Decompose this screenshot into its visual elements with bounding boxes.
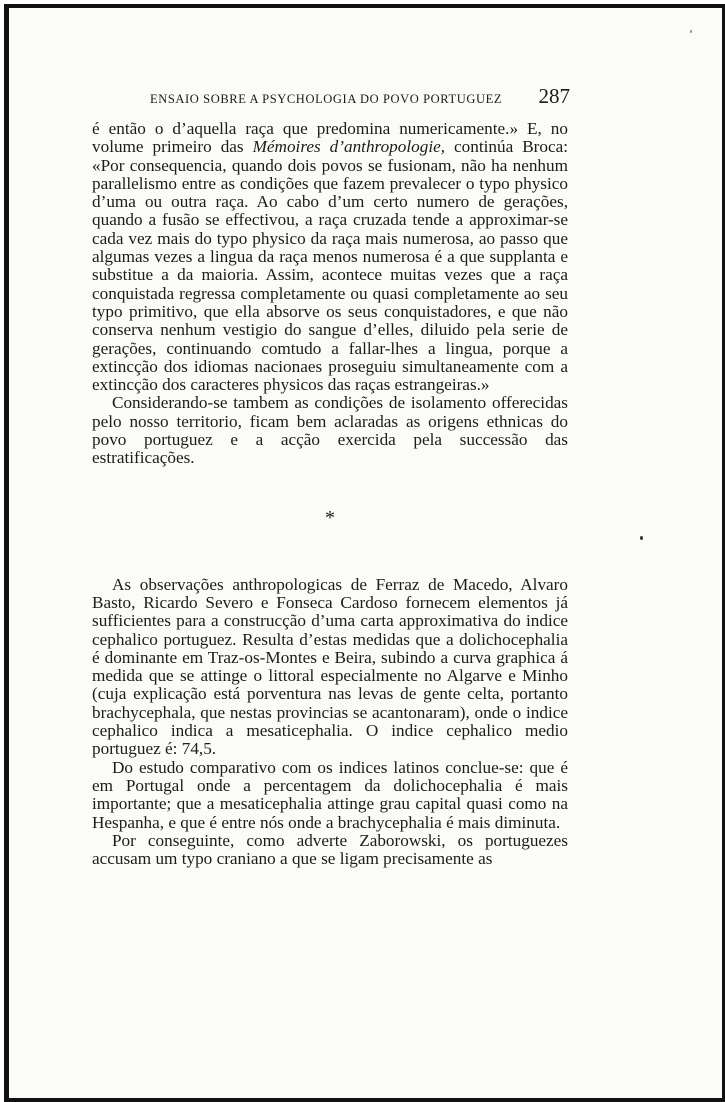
paragraph-1 bbox=[92, 120, 568, 394]
section-gap bbox=[92, 538, 568, 576]
page-body bbox=[92, 120, 568, 868]
paragraph-1-rest: continúa Broca: «Por consequencia, quando dois povos se fusionam, não ha nenhum parallelismo entre as condições que fazem prevalecer o typo physico d’uma ou outra raça. Ao cabo d’um certo numero de gerações, quando a fusão se effectivou, a raça cruzada tende a approximar-se cada vez mais do typo physico da raça mais numerosa, ao passo que algumas vezes a lingua da raça menos numerosa é a que supplanta e substitue a da maioria. Assim, acontece muitas vezes que a raça conquistada regressa completamente ou quasi completamente ao seu typo primitivo, que ella absorve os seus conquistadores, e que não conserva nenhum vestigio do sangue d’elles, diluido pela serie de gerações, continuando comtudo a fallar-lhes a lingua, porque a extincção dos idiomas nacionaes proseguiu simultaneamente com a extincção dos caracteres physicos das raças estrangeiras.» bbox=[92, 137, 569, 395]
paragraph-1-start: é então o d’aquella raça que predomina numericamente.» E, no volume primeiro das bbox=[92, 119, 568, 157]
paragraph-5: Por conseguinte, como adverte Zaborowski, os portuguezes accusam um typo craniano a que se ligam precisamente as bbox=[92, 830, 568, 869]
print-speck bbox=[640, 536, 643, 540]
running-title: ENSAIO SOBRE A PSYCHOLOGIA DO POVO PORTUGUEZ bbox=[150, 92, 503, 106]
paragraph-2: Considerando-se tambem as condições de isolamento offerecidas pelo nosso territorio, ficam bem aclaradas as origens ethnicas do povo portuguez e a acção exercida pela successão das estratificações. bbox=[92, 393, 568, 468]
page-number: 287 bbox=[538, 84, 570, 108]
paragraph-4: Do estudo comparativo com os indices latinos conclue-se: que é em Portugal onde a percentagem da dolichocephalia é mais importante; que a mesaticephalia attinge grau capital quasi como na Hespanha, e que é entre nós onde a brachycephalia é mais diminuta. bbox=[92, 757, 568, 832]
paragraph-3: As observações anthropologicas de Ferraz de Macedo, Alvaro Basto, Ricardo Severo e Fonseca Cardoso fornecem elementos já sufficientes para a construcção d’uma carta approximativa do indice cephalico portuguez. Resulta d’estas medidas que a dolichocephalia é dominante em Traz-os-Montes e Beira, subindo a curva graphica á medida que se attinge o littoral especialmente no Algarve e Minho (cuja explicação está porventura nas levas de gente celta, portanto brachycephala, que nestas provincias se acantonaram), onde o indice cephalico indica a mesaticephalia. O indice cephalico medio portuguez é: 74,5. bbox=[92, 574, 568, 759]
book-title: Mémoires d’anthropologie, bbox=[252, 137, 446, 157]
print-speck bbox=[690, 30, 692, 33]
section-separator: * bbox=[325, 506, 335, 529]
running-header bbox=[150, 84, 570, 109]
